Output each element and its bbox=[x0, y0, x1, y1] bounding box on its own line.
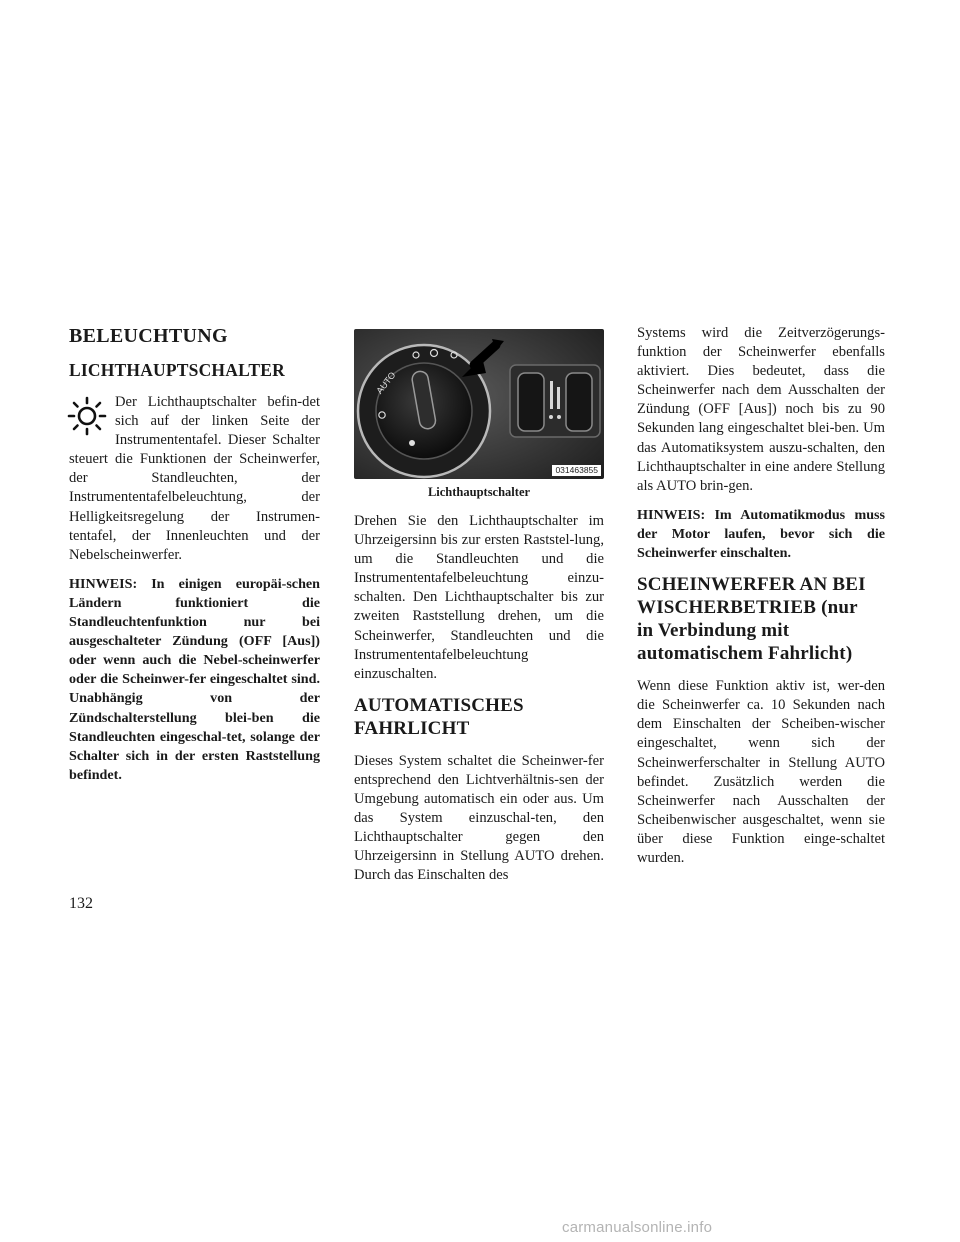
subsection-heading-wiper-light: SCHEINWERFER AN BEI WISCHERBETRIEB (nur in Verbindung mit automatischem Fahrlicht) bbox=[637, 574, 866, 665]
note-paragraph: HINWEIS: In einigen europäi-schen Ländern funktioniert die Standleuchtenfunktion nur bei ausgeschalteter Zündung (OFF [Aus]) oder wenn auch die Nebel-scheinwerfer oder die Scheinwer-fer eingeschaltet sind. Unabhängig von der Zündschalterstellung blei-ben die Standleuchten eingeschal-tet, solange der Schalter sich in der ersten Raststellung befindet. bbox=[69, 575, 320, 783]
auto-light-paragraph: Dieses System schaltet die Scheinwer-fer entsprechend den Lichtverhältnis-sen der Umgebung automatisch ein oder aus. Um das System einzuschal-ten, den Lichthauptschalter gegen den Uhrzeigersinn in Stellung AUTO drehen. Durch das Einschalten des bbox=[354, 752, 604, 884]
watermark: carmanualsonline.info bbox=[562, 1219, 713, 1236]
sun-icon bbox=[65, 394, 109, 436]
page-number: 132 bbox=[69, 895, 93, 912]
column-right bbox=[637, 324, 885, 878]
auto-label: AUTO bbox=[374, 370, 398, 396]
figure-code: 031463855 bbox=[552, 465, 601, 476]
light-switch-photo bbox=[354, 329, 604, 479]
auto-mode-note: HINWEIS: Im Automatikmodus muss der Motor laufen, bevor sich die Scheinwerfer einschalten. bbox=[637, 506, 885, 562]
delay-paragraph: Systems wird die Zeitverzögerungs-funktion der Scheinwerfer ebenfalls aktiviert. Dies bedeutet, dass die Scheinwerfer nach dem Ausschalten der Zündung (OFF [Aus]) noch bis zu 90 Sekunden lang eingeschaltet blei-ben. Um das Automatiksystem auszu-schalten, den Lichthauptschalter in eine andere Stellung als AUTO brin-gen. bbox=[637, 325, 885, 494]
section-heading: BELEUCHTUNG bbox=[69, 325, 228, 347]
subsection-heading-auto-light: AUTOMATISCHES FAHRLICHT bbox=[354, 694, 524, 739]
wiper-light-paragraph: Wenn diese Funktion aktiv ist, wer-den die Scheinwerfer ca. 10 Sekunden nach dem Einschalten der Scheiben-wischer eingeschaltet, wenn sich der Scheinwerferschalter in Stellung AUTO befindet. Zusätzlich werden die Scheinwerfer nach Ausschalten der Scheibenwischer ausgeschaltet, wenn sie über diese Funktion einge-schaltet wurden. bbox=[637, 678, 885, 866]
column-left bbox=[69, 324, 320, 795]
column-middle bbox=[354, 324, 604, 896]
intro-paragraph: Der Lichthauptschalter befin-det sich auf der linken Seite der Instrumententafel. Dieser Schalter steuert die Funktionen der Scheinwerfer, der Standleuchten, der Instrumententafelbeleuchtung, der Helligkeitsregelung der Instrumen-tentafel, der Innenleuchten und der Nebelscheinwerfer. bbox=[69, 394, 320, 563]
rotation-paragraph: Drehen Sie den Lichthauptschalter im Uhrzeigersinn bis zur ersten Raststel-lung, um die Standleuchten und die Instrumententafelbeleuchtung einzu-schalten. Den Lichthauptschalter bis zur zweiten Raststellung drehen, um die Scheinwerfer, Standleuchten und die Instrumententafelbeleuchtung einzuschalten. bbox=[354, 513, 604, 682]
figure-caption: Lichthauptschalter bbox=[427, 485, 531, 499]
subsection-heading-light-switch: LICHTHAUPTSCHALTER bbox=[69, 360, 285, 380]
